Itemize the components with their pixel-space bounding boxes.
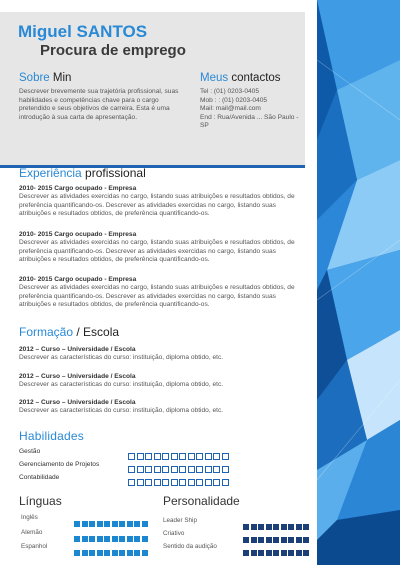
skills-heading: Habilidades <box>19 429 84 443</box>
languages-heading: Línguas <box>19 494 62 508</box>
experience-item-desc: Descrever as atividades exercidas no cargo, listando suas atribuições e resultados obtidos, de preferência quantificando-os. Descrever as atividades exercidas no cargo, listando suas atribuições e resultados obtidos, de preferência quantificando-os. <box>19 284 295 309</box>
experience-heading-accent: Experiência <box>19 166 82 180</box>
skill-level-boxes <box>128 473 230 491</box>
language-level-box <box>89 550 95 556</box>
skill-level-box <box>205 479 212 486</box>
experience-item-title: 2010- 2015 Cargo ocupado - Empresa <box>19 276 137 283</box>
personality-label: Leader Ship <box>163 517 197 524</box>
personality-level-box <box>243 550 249 556</box>
language-level-box <box>142 550 148 556</box>
skill-level-box <box>154 453 161 460</box>
about-text: Descrever brevemente sua trajetória profissional, suas habilidades e competências chave para o cargo pretendido e seus objetivos de carreira. Esta é uma introdução à sua carta de apresentação. <box>19 88 179 121</box>
experience-item <box>19 184 304 219</box>
language-level-box <box>97 521 103 527</box>
personality-level-bar <box>243 543 311 561</box>
about-heading-rest: Min <box>49 72 72 84</box>
contact-mail[interactable]: Mail: mail@mail.com <box>200 105 261 113</box>
language-level-box <box>119 536 125 542</box>
skill-label: Gerenciamento de Projetos <box>19 461 100 468</box>
contacts-heading-accent: Meus <box>200 72 229 84</box>
language-level-box <box>127 536 133 542</box>
candidate-name: Miguel SANTOS <box>18 22 148 41</box>
language-level-box <box>82 521 88 527</box>
language-level-box <box>74 536 80 542</box>
education-item-desc: Descrever as características do curso: instituição, diploma obtido, etc. <box>19 407 224 414</box>
personality-level-box <box>303 550 309 556</box>
skill-level-box <box>188 479 195 486</box>
contacts-heading <box>200 72 281 84</box>
skill-level-box <box>137 479 144 486</box>
experience-item-desc: Descrever as atividades exercidas no cargo, listando suas atribuições e resultados obtidos, de preferência quantificando-os. Descrever as atividades exercidas no cargo, listando suas atribuições e resultados obtidos, de preferência quantificando-os. <box>19 239 295 264</box>
language-level-box <box>97 536 103 542</box>
language-level-box <box>97 550 103 556</box>
language-label: Espanhol <box>21 543 48 550</box>
contacts-heading-rest: contactos <box>228 72 281 84</box>
personality-row <box>163 543 313 552</box>
education-item-title: 2012 – Curso – Universidade / Escola <box>19 399 136 406</box>
personality-level-box <box>251 550 257 556</box>
personality-row <box>163 517 313 526</box>
language-level-box <box>74 550 80 556</box>
language-level-box <box>119 550 125 556</box>
skill-level-box <box>171 453 178 460</box>
contact-mob: Mob : : (01) 0203-0405 <box>200 96 268 104</box>
skill-label: Gestão <box>19 448 41 455</box>
header-top-strip <box>0 0 305 12</box>
skill-level-box <box>196 479 203 486</box>
language-level-box <box>82 536 88 542</box>
about-heading-accent: Sobre <box>19 72 50 84</box>
experience-item-desc: Descrever as atividades exercidas no cargo, listando suas atribuições e resultados obtidos, de preferência quantificando-os. Descrever as atividades exercidas no cargo, listando suas atribuições e resultados obtidos, de preferência quantificando-os. <box>19 193 295 218</box>
skill-level-box <box>145 479 152 486</box>
skill-level-box <box>205 453 212 460</box>
skill-level-box <box>128 466 135 473</box>
language-level-box <box>142 521 148 527</box>
contact-address: End : Rua/Avenida ... São Paulo - SP <box>200 113 299 130</box>
skill-level-box <box>196 453 203 460</box>
experience-item <box>19 275 304 310</box>
skill-level-box <box>179 466 186 473</box>
personality-heading: Personalidade <box>163 494 240 508</box>
skill-level-box <box>213 466 220 473</box>
experience-heading-rest: profissional <box>81 166 146 180</box>
education-item <box>19 398 304 416</box>
geometric-pattern-graphic <box>317 0 400 565</box>
about-heading <box>19 72 71 84</box>
personality-level-box <box>273 550 279 556</box>
personality-level-box <box>281 550 287 556</box>
contacts-block <box>200 88 300 131</box>
personality-row <box>163 530 313 539</box>
skill-level-box <box>162 453 169 460</box>
skill-label: Contabilidade <box>19 474 60 481</box>
skill-level-box <box>128 453 135 460</box>
language-level-box <box>134 521 140 527</box>
language-level-box <box>112 536 118 542</box>
education-heading <box>19 325 119 339</box>
personality-level-box <box>266 550 272 556</box>
language-level-box <box>82 550 88 556</box>
language-level-box <box>89 536 95 542</box>
job-title: Procura de emprego <box>40 42 186 59</box>
language-level-box <box>104 550 110 556</box>
education-item-title: 2012 – Curso – Universidade / Escola <box>19 346 136 353</box>
education-item <box>19 372 304 390</box>
education-item-desc: Descrever as características do curso: instituição, diploma obtido, etc. <box>19 354 224 361</box>
language-level-box <box>119 521 125 527</box>
skill-level-box <box>145 466 152 473</box>
skill-row <box>19 448 309 457</box>
skill-level-box <box>188 453 195 460</box>
skill-level-box <box>222 479 229 486</box>
personality-label: Sentido da audição <box>163 543 217 550</box>
skill-level-box <box>196 466 203 473</box>
experience-item <box>19 230 304 265</box>
skill-level-box <box>154 466 161 473</box>
skill-row <box>19 474 309 483</box>
skill-level-box <box>222 466 229 473</box>
language-level-box <box>127 521 133 527</box>
personality-label: Criativo <box>163 530 185 537</box>
skill-level-box <box>145 453 152 460</box>
skill-level-box <box>179 453 186 460</box>
language-level-box <box>134 550 140 556</box>
skill-level-box <box>213 453 220 460</box>
language-level-box <box>104 521 110 527</box>
skill-level-box <box>162 479 169 486</box>
language-row <box>19 529 159 538</box>
skill-level-box <box>171 479 178 486</box>
skill-level-box <box>179 479 186 486</box>
education-item-desc: Descrever as características do curso: instituição, diploma obtido, etc. <box>19 381 224 388</box>
language-level-box <box>89 521 95 527</box>
language-level-box <box>142 536 148 542</box>
language-row <box>19 543 159 552</box>
skill-level-box <box>137 453 144 460</box>
language-row <box>19 514 159 523</box>
education-item-title: 2012 – Curso – Universidade / Escola <box>19 373 136 380</box>
education-heading-accent: Formação <box>19 325 74 339</box>
skill-level-box <box>137 466 144 473</box>
decorative-geometric-panel <box>317 0 400 565</box>
skill-level-box <box>154 479 161 486</box>
language-label: Inglês <box>21 514 38 521</box>
skill-level-box <box>128 479 135 486</box>
experience-item-title: 2010- 2015 Cargo ocupado - Empresa <box>19 231 137 238</box>
skill-level-box <box>213 479 220 486</box>
skill-level-box <box>222 453 229 460</box>
education-item <box>19 345 304 363</box>
language-level-box <box>127 550 133 556</box>
language-label: Alemão <box>21 529 43 536</box>
language-level-box <box>104 536 110 542</box>
skill-level-box <box>188 466 195 473</box>
language-level-box <box>112 550 118 556</box>
skill-level-box <box>162 466 169 473</box>
experience-heading <box>19 166 146 180</box>
language-level-bar <box>74 543 149 561</box>
skill-row <box>19 461 309 470</box>
personality-level-box <box>258 550 264 556</box>
personality-level-box <box>288 550 294 556</box>
experience-item-title: 2010- 2015 Cargo ocupado - Empresa <box>19 185 137 192</box>
personality-level-box <box>296 550 302 556</box>
contact-tel: Tel : (01) 0203-0405 <box>200 88 260 95</box>
language-level-box <box>74 521 80 527</box>
skill-level-box <box>171 466 178 473</box>
language-level-box <box>134 536 140 542</box>
language-level-box <box>112 521 118 527</box>
education-heading-rest: / Escola <box>73 325 120 339</box>
skill-level-box <box>205 466 212 473</box>
